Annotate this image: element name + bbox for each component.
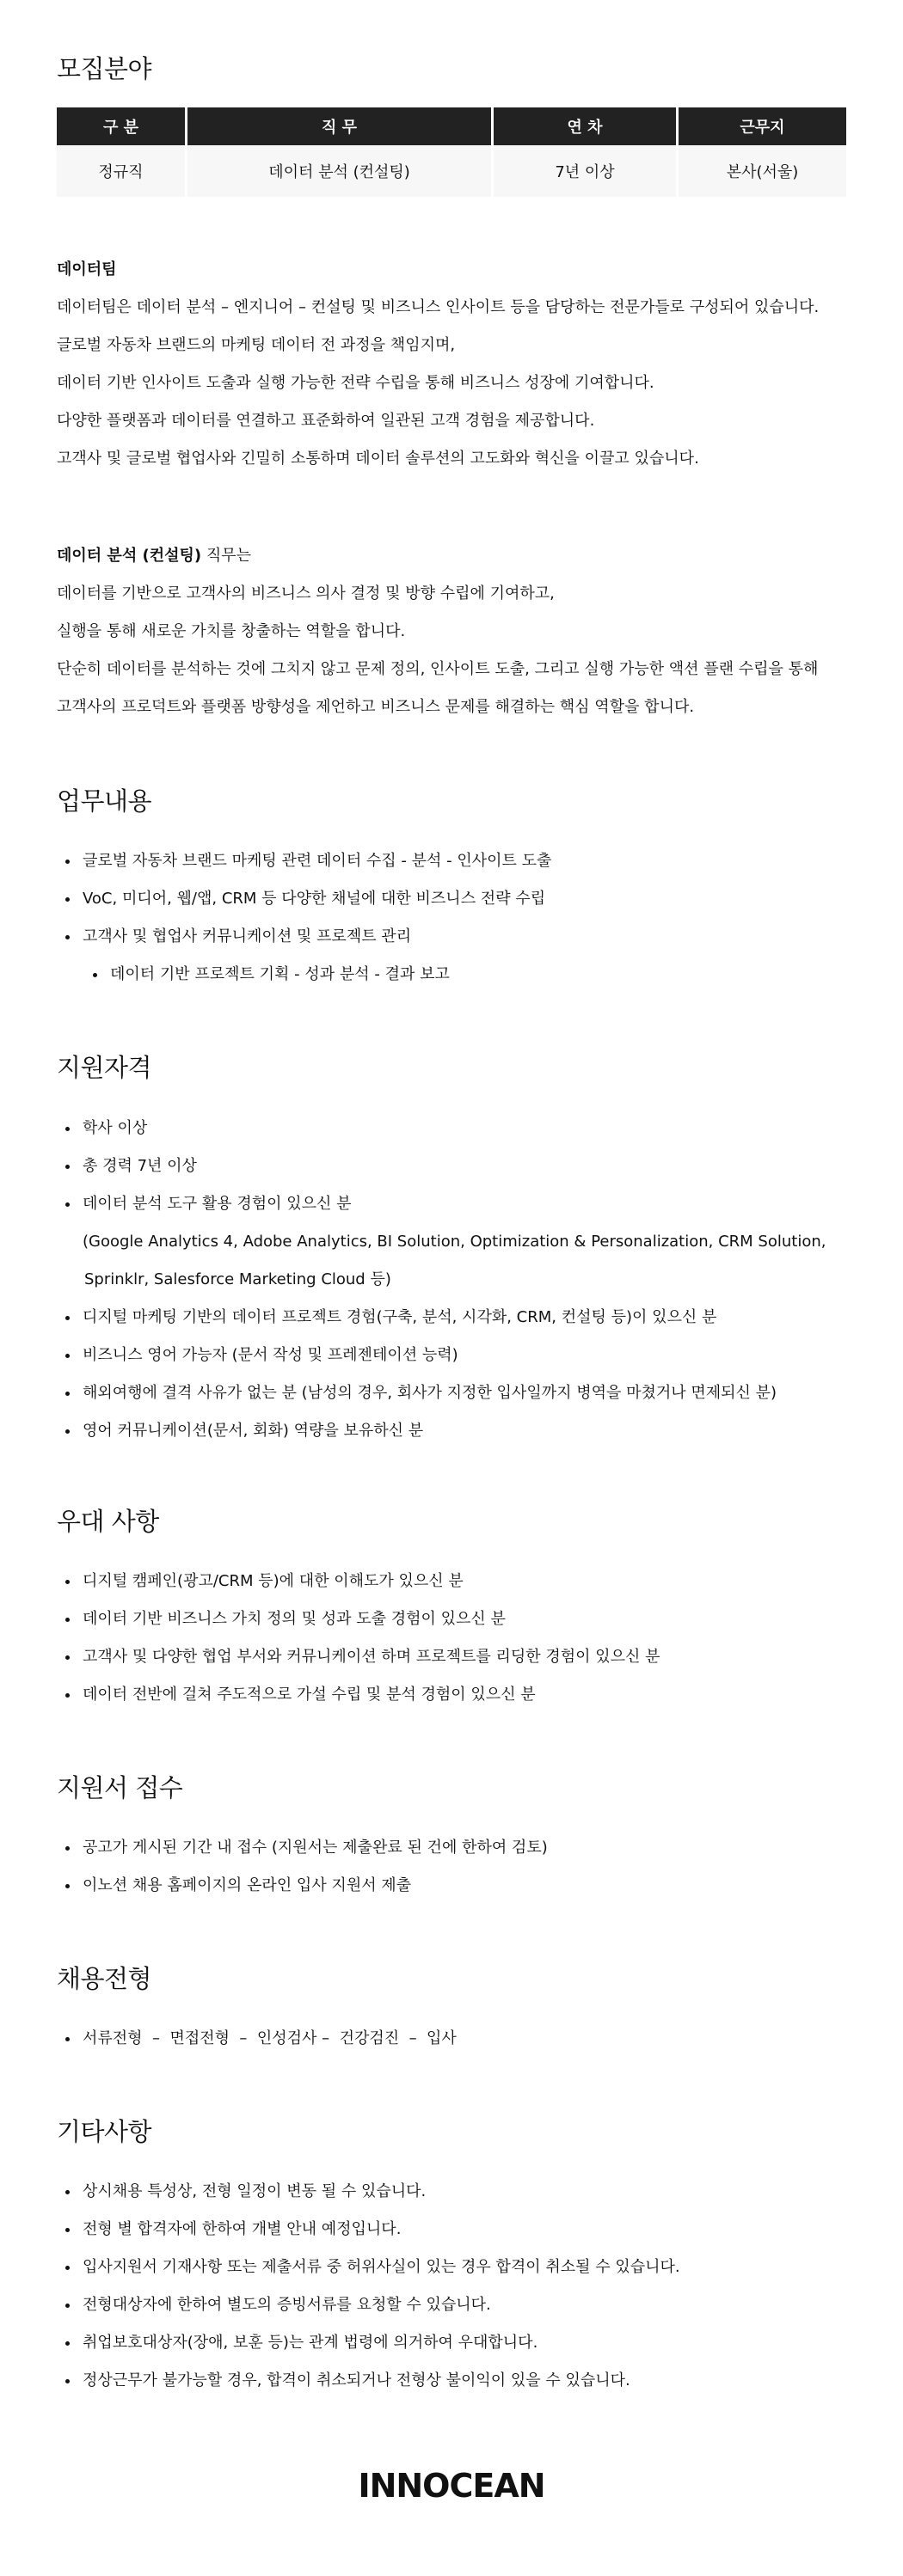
- table-row: [57, 145, 846, 197]
- list-item: 디지털 캠페인(광고/CRM 등)에 대한 이해도가 있으신 분: [57, 1563, 865, 1600]
- list-item: 영어 커뮤니케이션(문서, 회화) 역량을 보유하신 분: [57, 1412, 865, 1450]
- list-item: 이노션 채용 홈페이지의 온라인 입사 지원서 제출: [57, 1867, 865, 1905]
- table-header-row: [57, 107, 846, 145]
- duties-list: [57, 842, 865, 994]
- role-title: [57, 537, 865, 575]
- section-title-duties: 업무내용: [57, 786, 152, 816]
- section-title-process: 채용전형: [57, 1964, 152, 1993]
- table-header-cell: 구 분: [57, 107, 187, 145]
- application-list: [57, 1829, 865, 1905]
- list-item: 취업보호대상자(장애, 보훈 등)는 관계 법령에 의거하여 우대합니다.: [57, 2324, 865, 2362]
- list-item: 입사지원서 기재사항 또는 제출서류 중 허위사실이 있는 경우 합격이 취소될 수 있습니다.: [57, 2249, 865, 2286]
- list-item: 비즈니스 영어 가능자 (문서 작성 및 프레젠테이션 능력): [57, 1337, 865, 1374]
- paragraph-line: 데이터를 기반으로 고객사의 비즈니스 의사 결정 및 방향 수립에 기여하고,: [57, 584, 555, 603]
- table-cell: 본사(서울): [679, 145, 846, 197]
- role-title-rest: 직무는: [201, 547, 251, 565]
- paragraph-line: 고객사의 프로덕트와 플랫폼 방향성을 제언하고 비즈니스 문제를 해결하는 핵심 역할을 합니다.: [57, 698, 695, 716]
- list-item: 해외여행에 결격 사유가 없는 분 (남성의 경우, 회사가 지정한 입사일까지 병역을 마쳤거나 면제되신 분): [57, 1374, 865, 1412]
- list-item: 상시채용 특성상, 전형 일정이 변동 될 수 있습니다.: [57, 2173, 865, 2211]
- list-item: 정상근무가 불가능할 경우, 합격이 취소되거나 전형상 불이익이 있을 수 있습니다.: [57, 2362, 865, 2400]
- qualifications-list: [57, 1110, 865, 1450]
- list-item: 데이터 기반 비즈니스 가치 정의 및 성과 도출 경험이 있으신 분: [57, 1600, 865, 1638]
- etc-list: [57, 2173, 865, 2400]
- list-item: 서류전형 – 면접전형 – 인성검사 – 건강검진 – 입사: [57, 2020, 865, 2058]
- list-item: 고객사 및 다양한 협업 부서와 커뮤니케이션 하며 프로젝트를 리딩한 경험이 있으신 분: [57, 1638, 865, 1676]
- list-item: 전형대상자에 한하여 별도의 증빙서류를 요청할 수 있습니다.: [57, 2286, 865, 2324]
- section-title-qualifications: 지원자격: [57, 1053, 152, 1082]
- list-item: 전형 별 합격자에 한하여 개별 안내 예정입니다.: [57, 2211, 865, 2249]
- list-item-continuation: (Google Analytics 4, Adobe Analytics, BI Solution, Optimization & Personalization, CRM Solution,: [83, 1233, 826, 1251]
- table-header-cell: 직 무: [187, 107, 494, 145]
- table-header-cell: 근무지: [679, 107, 846, 145]
- section-title-recruit-field: 모집분야: [57, 54, 152, 83]
- table-cell: 정규직: [57, 145, 187, 197]
- process-list: [57, 2020, 865, 2058]
- list-item-continuation: Sprinklr, Salesforce Marketing Cloud 등): [84, 1270, 391, 1288]
- list-sub-item: 데이터 기반 프로젝트 기획 - 성과 분석 - 결과 보고: [57, 956, 865, 994]
- data-team-section: [57, 251, 865, 478]
- role-section: [57, 537, 865, 726]
- section-title-etc: 기타사항: [57, 2117, 152, 2146]
- list-item: 총 경력 7년 이상: [57, 1147, 865, 1185]
- paragraph-line: 고객사 및 글로벌 협업사와 긴밀히 소통하며 데이터 솔루션의 고도화와 혁신을 이끌고 있습니다.: [57, 450, 699, 468]
- innocean-logo: INNOCEAN: [358, 2467, 545, 2505]
- paragraph-line: 데이터팀은 데이터 분석 – 엔지니어 – 컨설팅 및 비즈니스 인사이트 등을 담당하는 전문가들로 구성되어 있습니다.: [57, 298, 820, 316]
- list-item: 디지털 마케팅 기반의 데이터 프로젝트 경험(구축, 분석, 시각화, CRM, 컨설팅 등)이 있으신 분: [57, 1299, 865, 1337]
- paragraph-line: 단순히 데이터를 분석하는 것에 그치지 않고 문제 정의, 인사이트 도출, 그리고 실행 가능한 액션 플랜 수립을 통해: [57, 660, 819, 678]
- list-item: 데이터 전반에 걸쳐 주도적으로 가설 수립 및 분석 경험이 있으신 분: [57, 1676, 865, 1714]
- list-item: 데이터 분석 도구 활용 경험이 있으신 분: [57, 1185, 865, 1223]
- paragraph-line: 다양한 플랫폼과 데이터를 연결하고 표준화하여 일관된 고객 경험을 제공합니다.: [57, 412, 595, 430]
- section-title-application: 지원서 접수: [57, 1773, 183, 1802]
- table-cell: 데이터 분석 (컨설팅): [187, 145, 494, 197]
- list-item: 글로벌 자동차 브랜드 마케팅 관련 데이터 수집 - 분석 - 인사이트 도출: [57, 842, 865, 880]
- list-item: 공고가 게시된 기간 내 접수 (지원서는 제출완료 된 건에 한하여 검토): [57, 1829, 865, 1867]
- table-header-cell: 연 차: [494, 107, 679, 145]
- list-item: 학사 이상: [57, 1110, 865, 1147]
- paragraph-line: 실행을 통해 새로운 가치를 창출하는 역할을 합니다.: [57, 622, 406, 640]
- data-team-title: 데이터팀: [57, 260, 117, 278]
- recruit-table: [57, 107, 846, 197]
- list-item: 고객사 및 협업사 커뮤니케이션 및 프로젝트 관리: [57, 918, 865, 956]
- section-title-preferred: 우대 사항: [57, 1507, 159, 1536]
- preferred-list: [57, 1563, 865, 1714]
- paragraph-line: 데이터 기반 인사이트 도출과 실행 가능한 전략 수립을 통해 비즈니스 성장에 기여합니다.: [57, 374, 654, 392]
- role-title-bold: 데이터 분석 (컨설팅): [57, 547, 202, 565]
- list-item: VoC, 미디어, 웹/앱, CRM 등 다양한 채널에 대한 비즈니스 전략 수립: [57, 880, 865, 918]
- paragraph-line: 글로벌 자동차 브랜드의 마케팅 데이터 전 과정을 책임지며,: [57, 336, 456, 354]
- table-cell: 7년 이상: [494, 145, 679, 197]
